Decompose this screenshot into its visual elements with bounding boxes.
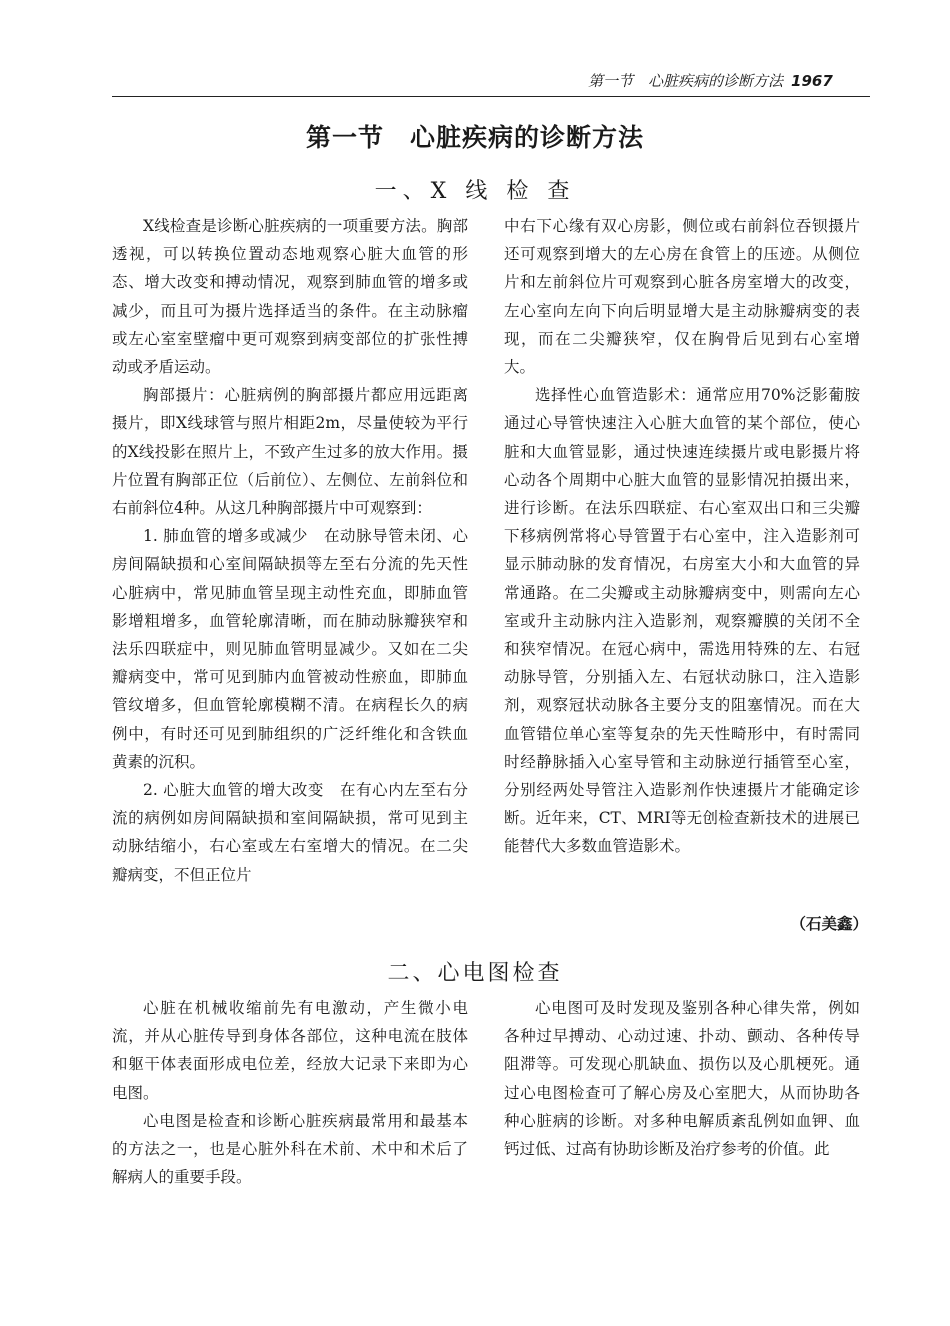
paragraph: 选择性心血管造影术：通常应用70%泛影葡胺通过心导管快速注入心脏大血管的某个部位，使心脏和大血管显影，通过快速连续摄片或电影摄片将心动各个周期中心脏大血管的显影情况拍摄出来，进行诊断。在法乐四联症、右心室双出口和三尖瓣下移病例常将心导管置于右心室中，注入造影剂可显示肺动脉的发育情况，右房室大小和大血管的异常通路。在二尖瓣或主动脉瓣病变中，则需向左心室或升主动脉内注入造影剂，观察瓣膜的关闭不全和狭窄情况。在冠心病中，需选用特殊的左、右冠动脉导管，分别插入左、右冠状动脉口，注入造影剂，观察冠状动脉各主要分支的阻塞情况。而在大血管错位单心室等复杂的先天性畸形中，有时需同时经静脉插入心室导管和主动脉逆行插管至心室，分别经两处导管注入造影剂作快速摄片才能确定诊断。近年来，CT、MRI等无创检查新技术的进展已能替代大多数血管造影术。 (504, 386, 860, 856)
paragraph: 心电图可及时发现及鉴别各种心律失常，例如各种过早搏动、心动过速、扑动、颤动、各种传导阻滞等。可发现心肌缺血、损伤以及心肌梗死。通过心电图检查可了解心房及心室肥大，从而协助各种心脏病的诊断。对多种电解质紊乱例如血钾、血钙过低、过高有协助诊断及治疗参考的价值。此 (504, 999, 860, 1159)
paragraph: X线检查是诊断心脏疾病的一项重要方法。胸部透视，可以转换位置动态地观察心脏大血管的形态、增大改变和搏动情况，观察到肺血管的增多或减少，而且可为摄片选择适当的条件。在主动脉瘤或左心室室壁瘤中更可观察到病变部位的扩张性搏动或矛盾运动。 (112, 217, 468, 377)
ecg-left-column (112, 994, 468, 1191)
ecg-heading: 二、心电图检查 (387, 961, 563, 986)
paragraph: 1. 肺血管的增多或减少 在动脉导管未闭、心房间隔缺损和心室间隔缺损等左至右分流的先天性心脏病中，常见肺血管呈现主动性充血，即肺血管影增粗增多，血管轮廓清晰，而在肺动脉瓣狭窄和法乐四联症中，则见肺血管明显减少。又如在二尖瓣病变中，常可见到肺内血管被动性瘀血，即肺血管纹增多，但血管轮廓模糊不清。在病程长久的病例中，有时还可见到肺组织的广泛纤维化和含铁血黄素的沉积。 (112, 527, 468, 771)
paragraph: 中右下心缘有双心房影，侧位或右前斜位吞钡摄片还可观察到增大的左心房在食管上的压迹。从侧位片和左前斜位片可观察到心脏各房室增大的改变，左心室向左向下向后明显增大是主动脉瓣病变的表现，而在二尖瓣狭窄，仅在胸骨后见到右心室增大。 (504, 217, 860, 377)
paragraph: 2. 心脏大血管的增大改变 在有心内左至右分流的病例如房间隔缺损和室间隔缺损，常可见到主动脉结缩小，右心室或左右室增大的情况。在二尖瓣病变，不但正位片 (112, 781, 468, 884)
running-header (588, 70, 868, 91)
header-rule (112, 96, 870, 97)
paragraph: 心脏在机械收缩前先有电激动，产生微小电流，并从心脏传导到身体各部位，这种电流在肢体和躯干体表面形成电位差，经放大记录下来即为心电图。 (112, 999, 468, 1102)
ecg-right-column (504, 994, 860, 1163)
xray-heading: 一、X 线 检 查 (374, 179, 576, 204)
xray-left-column (112, 212, 468, 889)
page-number: 1967 (791, 72, 833, 90)
section-title: 第一节 心脏疾病的诊断方法 (305, 123, 644, 152)
paragraph: 心电图是检查和诊断心脏疾病最常用和最基本的方法之一，也是心脏外科在术前、术中和术后了解病人的重要手段。 (112, 1111, 468, 1187)
paragraph: 胸部摄片：心脏病例的胸部摄片都应用远距离摄片，即X线球管与照片相距2m，尽量使较为平行的X线投影在照片上，不致产生过多的放大作用。摄片位置有胸部正位（后前位）、左侧位、左前斜位和右前斜位4种。从这几种胸部摄片中可观察到： (112, 386, 468, 518)
author-credit: （石美鑫） (790, 915, 868, 933)
running-header-title: 第一节 心脏疾病的诊断方法 (588, 72, 784, 90)
xray-right-column (504, 212, 860, 861)
